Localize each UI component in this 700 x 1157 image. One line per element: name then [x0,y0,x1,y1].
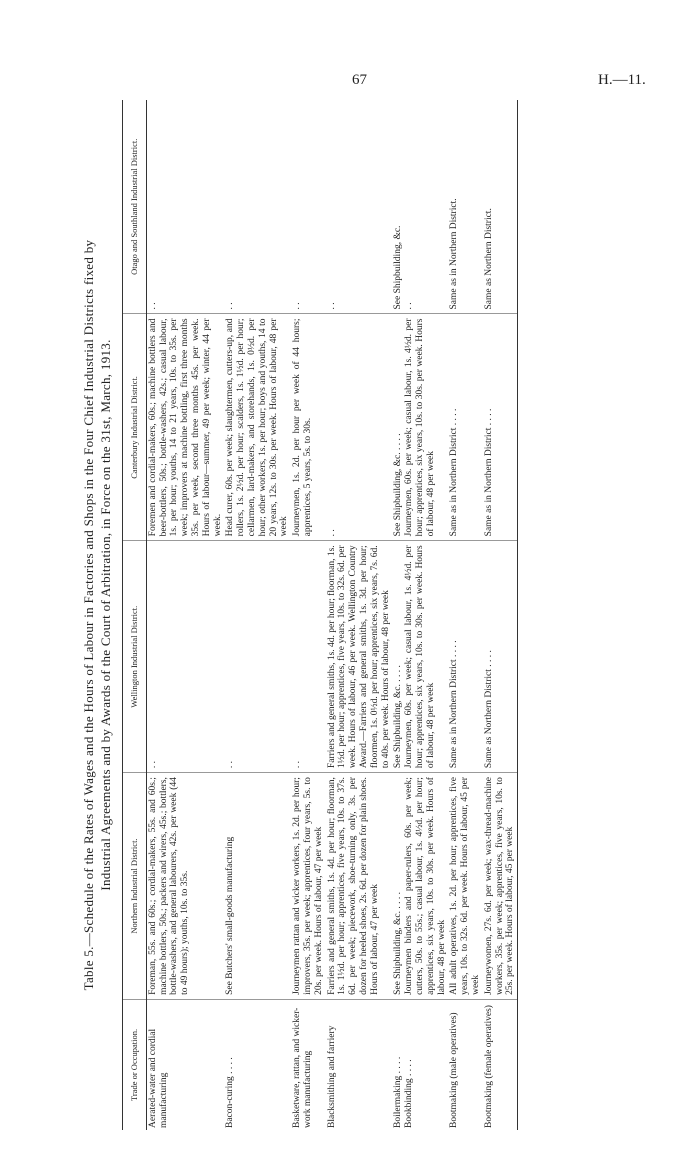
table-header-row [123,100,147,1130]
cell-text-line: See Shipbuilding, &c. . . . . [393,665,404,769]
document-reference: H.—11. [598,72,646,88]
cell-text-line: Boilermaking . . . . [393,1056,404,1128]
col-header-trade: Trade or Occupation. [123,999,147,1130]
cell-northern: See Butchers' small-goods manufacturing [224,773,291,1000]
table-body [146,100,517,1130]
cell-otago: Same as Northern District. [483,100,518,314]
cell-text-line: Journeymen, 60s. per week; casual labour, 1s. 4½d. per hour; apprentices, six years, 10s. to 30s. per week. Hours of labour, 48 per week [404,318,436,537]
cell-wellington: Farriers and general smiths, 1s. 4d. per hour; floorman, 1s. 1½d. per hour; apprentices, five years, 10s. to 32s. 6d. per week. Hours of labour, 46 per week. Wellington Country Award.—Farriers and general smiths, 1s. 3d. per hour; floormen, 1s. 0½d. per hour; apprentices, six years, 7s. 6d. to 40s. per week. Hours of labour, 48 per week [326,541,393,773]
cell-northern: Foreman, 55s. and 60s.; cordial-makers, 55s. and 60s.; machine bottlers, 50s.; packers and wirers, 45s.; bottlers, bottle-washers, and general labourers, 42s. per week (44 to 49 hours); youths, 10s. to 35s. [146,773,224,1000]
table-row [224,100,291,1130]
cell-wellington: Same as in Northern District . . . . [448,541,482,773]
cell-otago: . . [146,100,224,314]
table-row [483,100,518,1130]
cell-canterbury: Head curer, 60s. per week; slaughtermen, cutters-up, and rollers, 1s. 2½d. per hour; scalders, 1s. 1½d. per hour; cellarmen, lard-makers, and storehands, 1s. 0½d. per hour; other workers, 1s. per hour; boys and youths, 14 to 20 years, 12s. to 30s. per week. Hours of labour, 48 per week [224,314,291,541]
cell-trade: Bootmaking (male operatives) [449,1012,460,1128]
cell-canterbury [392,314,448,541]
table-row [326,100,393,1130]
cell-northern: All adult operatives, 1s. 2d. per hour; apprentices, five years, 10s. to 32s. 6d. per week. Hours of labour, 45 per week [448,773,482,1000]
cell-otago: . . [291,100,325,314]
cell-canterbury: . . [326,314,393,541]
cell-otago: Same as in Northern District. [448,100,482,314]
cell-text-line: . . [404,302,415,310]
col-header-canterbury: Canterbury Industrial District. [123,314,147,541]
cell-trade: Basketware, rattan, and wicker-work manufacturing [292,1007,313,1128]
cell-canterbury: Same as in Northern District . . . . [483,314,518,541]
table-title [80,100,114,1130]
cell-wellington: . . [224,541,291,773]
cell-trade: Bootmaking (female operatives) [483,999,518,1130]
cell-text-line: Bookbinding . . . . [404,1059,415,1128]
cell-wellington [392,541,448,773]
cell-canterbury: Journeymen, 1s. 2d. per hour per week of 44 hours; apprentices, 5 years, 5s. to 30s. [291,314,325,541]
cell-text-line: See Shipbuilding, &c. . . . . [393,892,404,995]
cell-wellington: . . [146,541,224,773]
cell-otago: . . [224,100,291,314]
wages-schedule-table [122,100,518,1130]
col-header-northern: Northern Industrial District. [123,773,147,1000]
cell-otago: . . [326,100,393,314]
cell-northern: Journeymen rattan and wicker workers, 1s. 2d. per hour; improvers, 35s. per week; apprentices, four years, 5s. to 20s. per week. Hours of labour, 47 per week [291,773,325,1000]
table-row [291,100,325,1130]
cell-northern: Farriers and general smiths, 1s. 4d. per hour; floorman, 1s. 1½d. per hour; apprentices, five years, 10s. to 37s. 6d. per week; piecework, shoe-turning only, 3s. per dozen for heeled shoes, 2s. 6d. per dozen for plain shoes. Hours of labour, 47 per week [326,773,393,1000]
cell-northern: Journeywomen, 27s. 6d. per week; wax-thread-machine workers, 35s. per week; apprentices, five years, 10s. to 25s. per week. Hours of labour, 45 per week [483,773,518,1000]
cell-northern [392,773,448,1000]
cell-canterbury: Foremen and cordial-makers, 60s.; machine bottlers and beer-bottlers, 50s.; bottle-washers, 42s.; casual labour, 1s. per hour; youths, 14 to 21 years, 10s. to 35s. per week; improvers at machine bottling, first three months 35s. per week, second three months 45s. per week. Hours of labour—summer, 49 per week; winter, 44 per week. [146,314,224,541]
cell-wellington: Same as Northern District . . . . [483,541,518,773]
cell-trade: Blacksmithing and farriery [326,1025,337,1128]
table-title-line-2: Industrial Agreements and by Awards of the Court of Arbitration, in Force on the 31st, March, 1913. [98,339,113,891]
table-title-line-1: Table 5.—Schedule of the Rates of Wages and the Hours of Labour in Factories and Shops in the Four Chief Industrial Districts fixed by [81,239,96,991]
cell-canterbury: Same as in Northern District . . . . [448,314,482,541]
col-header-otago: Otago and Southland Industrial District. [123,100,147,314]
cell-text-line: Journeymen binders and paper-rulers, 60s. per week; cutters, 50s. to 55s.; casual labour, 1s. 4½d. per hour; apprentices, six years, 10s. to 30s. per week. Hours of labour, 48 per week [404,777,447,995]
cell-text-line: Journeymen, 60s. per week; casual labour, 1s. 4½d. per hour; apprentices, six years, 10s. to 30s. per week. Hours of labour, 48 per week [404,545,436,769]
table-row [392,100,448,1130]
page-number: 67 [352,72,367,88]
cell-text-line: See Shipbuilding, &c. [393,225,404,310]
cell-trade: Aerated-water and cordial manufacturing [147,1028,169,1128]
cell-text-line: See Shipbuilding, &c. . . . . [393,433,404,537]
cell-otago [392,100,448,314]
rotated-table-block [80,100,640,1130]
col-header-wellington: Wellington Industrial District. [123,541,147,773]
table-row [146,100,224,1130]
cell-wellington: . . [291,541,325,773]
cell-trade: Bacon-curing . . . . [225,1057,236,1128]
table-row [448,100,482,1130]
cell-trade [392,999,448,1130]
